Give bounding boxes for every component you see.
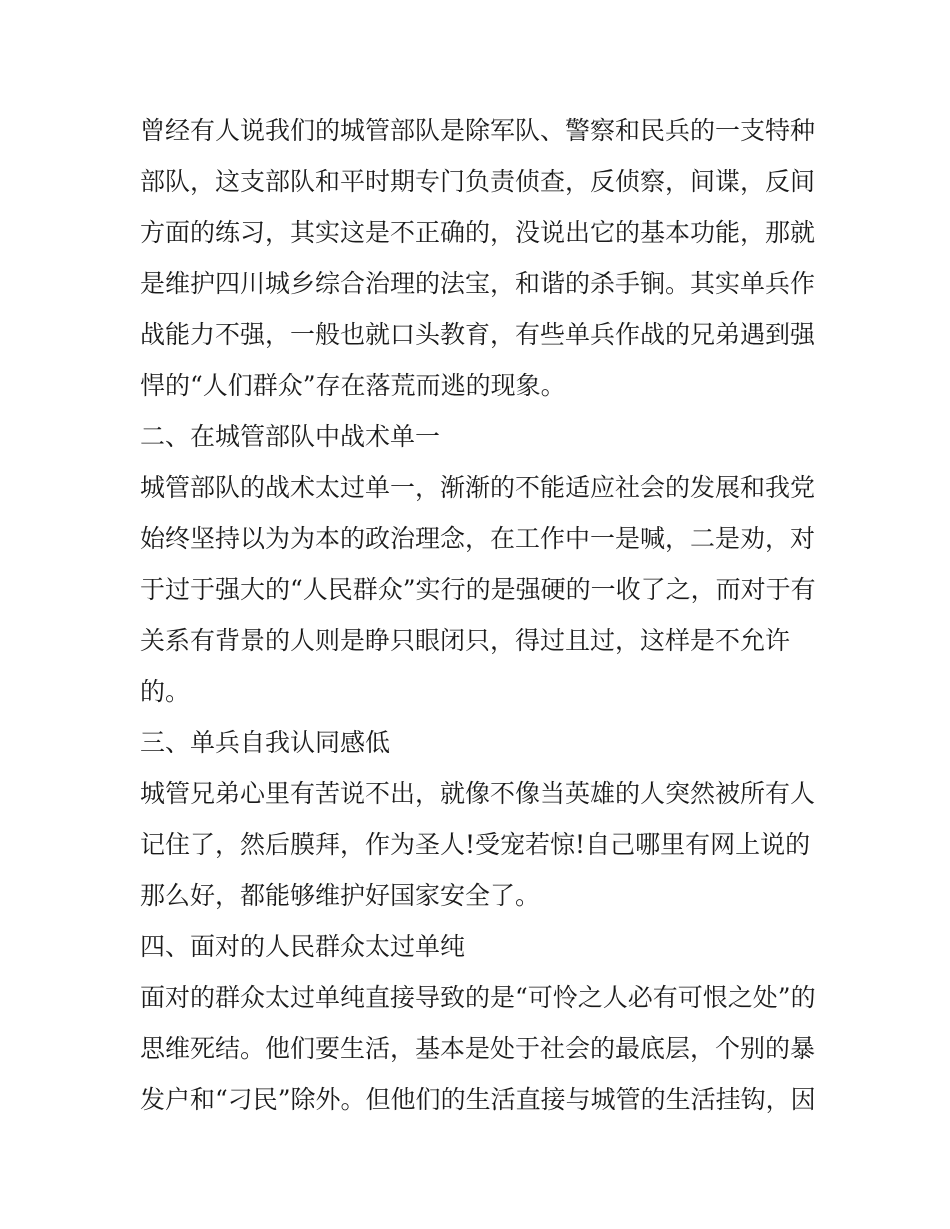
section-heading: 四、面对的人民群众太过单纯	[140, 932, 466, 961]
paragraph-line: 方面的练习，其实这是不正确的，没说出它的基本功能，那就	[140, 218, 816, 247]
paragraph-line: 记住了，然后膜拜，作为圣人!受宠若惊!自己哪里有网上说的	[140, 830, 811, 859]
paragraph-line: 思维死结。他们要生活，基本是处于社会的最底层，个别的暴	[140, 1034, 816, 1063]
paragraph-line: 曾经有人说我们的城管部队是除军队、警察和民兵的一支特种	[140, 116, 816, 145]
section-heading: 三、单兵自我认同感低	[140, 728, 391, 757]
paragraph-line: 那么好，都能够维护好国家安全了。	[140, 881, 541, 910]
paragraph-line: 战能力不强，一般也就口头教育，有些单兵作战的兄弟遇到强	[140, 320, 816, 349]
document-body	[140, 105, 816, 1125]
paragraph-line: 城管兄弟心里有苦说不出，就像不像当英雄的人突然被所有人	[140, 779, 816, 808]
paragraph-line: 于过于强大的“人民群众”实行的是强硬的一收了之，而对于有	[140, 575, 816, 604]
paragraph-line: 关系有背景的人则是睁只眼闭只，得过且过，这样是不允许	[140, 626, 791, 655]
paragraph-line: 城管部队的战术太过单一，渐渐的不能适应社会的发展和我党	[140, 473, 816, 502]
paragraph-line: 部队，这支部队和平时期专门负责侦查，反侦察，间谍，反间	[140, 167, 816, 196]
paragraph-line: 始终坚持以为为本的政治理念，在工作中一是喊，二是劝，对	[140, 524, 816, 553]
paragraph-line: 发户和“刁民”除外。但他们的生活直接与城管的生活挂钩，因	[140, 1085, 816, 1114]
paragraph-line: 悍的“人们群众”存在落荒而逃的现象。	[140, 371, 566, 400]
paragraph-line: 的。	[140, 677, 191, 706]
paragraph-line: 是维护四川城乡综合治理的法宝，和谐的杀手锏。其实单兵作	[140, 269, 816, 298]
paragraph-line: 面对的群众太过单纯直接导致的是“可怜之人必有可恨之处”的	[140, 983, 816, 1012]
section-heading: 二、在城管部队中战术单一	[140, 422, 441, 451]
